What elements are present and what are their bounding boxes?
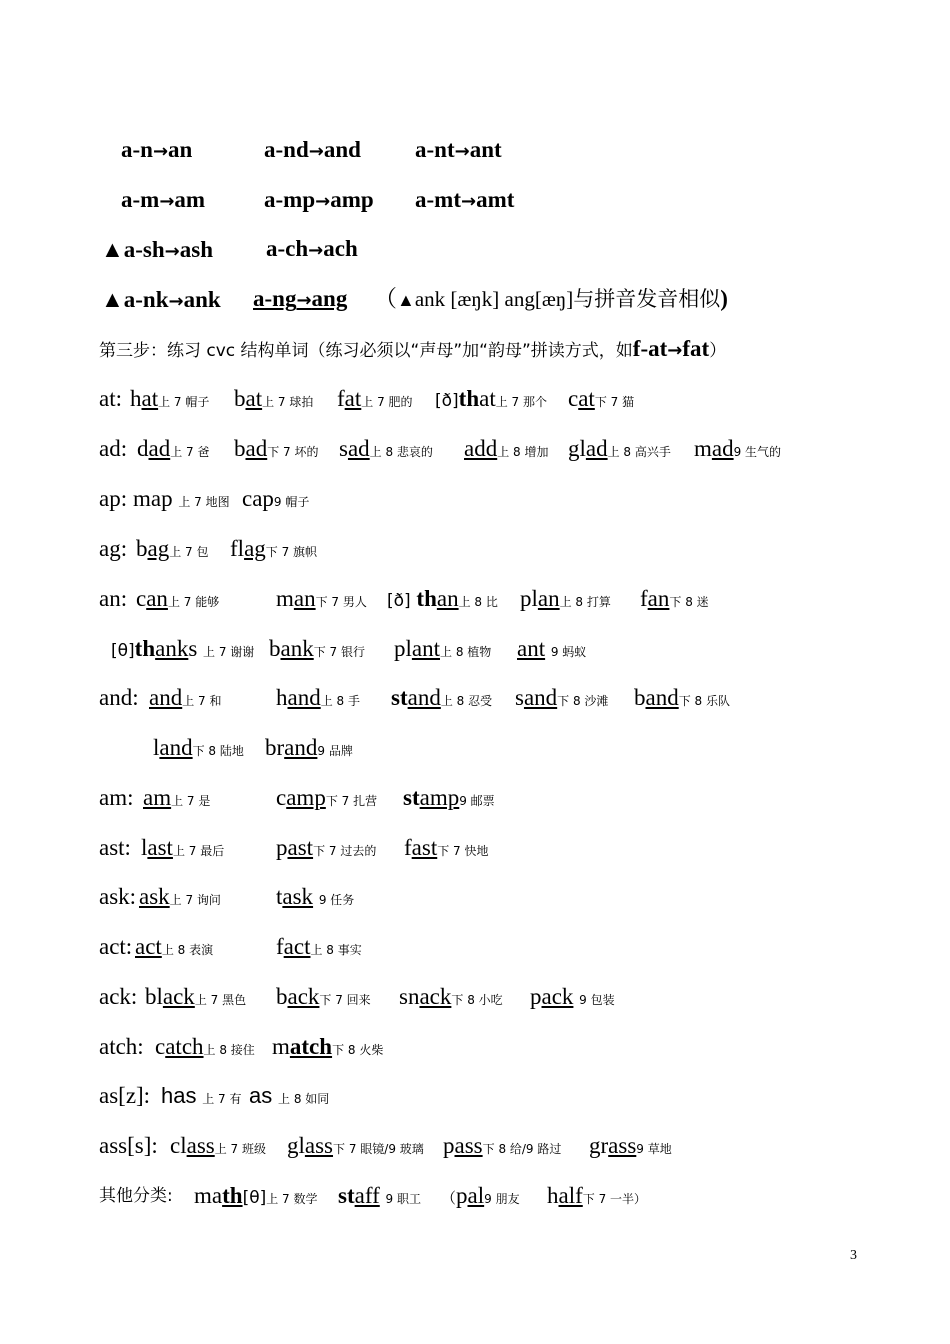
word-gloss: 下 7 坏的 [267, 445, 319, 459]
word-rime: ass [454, 1133, 483, 1158]
word-gloss: 下 7 一半 [582, 1192, 635, 1206]
ipa-symbol: [θ] [111, 641, 135, 661]
word-gloss: 上 7 包 [169, 545, 209, 559]
word-rime: ad [347, 436, 370, 461]
word-gloss: 9 草地 [636, 1142, 672, 1156]
line-label: atch: [99, 1034, 144, 1059]
word-rime: ast [287, 835, 314, 860]
word-rime: ack [419, 984, 452, 1009]
word-rime: ant [411, 636, 440, 661]
word-onset: p [456, 1183, 468, 1208]
line-label: ack: [99, 984, 138, 1009]
word-rime: ad [585, 436, 608, 461]
paren-close: ) [720, 286, 728, 311]
word-rime: ass [304, 1133, 334, 1158]
word-rime: ad [245, 436, 268, 461]
word-rime: and [407, 685, 441, 710]
word-rime: ass [608, 1133, 637, 1158]
word-rime: an [537, 586, 560, 611]
word-rime: ask [282, 884, 314, 909]
word-onset: l [153, 735, 160, 760]
arrow-icon: → [164, 241, 180, 262]
line-label: ag: [99, 536, 128, 561]
rule-result: am [174, 187, 206, 212]
word-rime: at [578, 386, 595, 411]
word-rime: ank [280, 636, 314, 661]
word-rime: ag [147, 536, 170, 561]
word-gloss: 9 朋友 [484, 1192, 520, 1206]
word-gloss: 上 8 忍受 [440, 694, 493, 708]
word-rime: ask [139, 884, 170, 909]
word-onset: c [155, 1034, 166, 1059]
word-gloss: 上 8 接住 [203, 1043, 255, 1057]
word-onset: s [515, 685, 524, 710]
word-gloss: 上 7 那个 [495, 395, 547, 409]
word-rime: at [141, 386, 159, 411]
word-onset: t [276, 884, 283, 909]
word-rime: ag [244, 536, 266, 561]
arrow-icon: → [308, 240, 324, 261]
word-rime: and [645, 685, 679, 710]
word-onset: m [272, 1034, 290, 1059]
rule-source: a-m [121, 187, 160, 212]
word-onset: th [134, 636, 156, 661]
line-label: ass[s]: [99, 1133, 158, 1158]
line-label: ap: [99, 486, 128, 511]
line-label: at: [99, 386, 122, 411]
word-rime: and [159, 735, 193, 760]
arrow-icon: → [168, 291, 184, 312]
word-onset: h [276, 685, 288, 710]
word-onset: f [337, 386, 345, 411]
word-gloss: 上 8 如同 [278, 1092, 330, 1106]
word-rime: atch [289, 1034, 333, 1059]
word-gloss: 上 7 球拍 [262, 395, 314, 409]
rule-result: ank [183, 287, 221, 312]
word-rime: am [143, 785, 172, 810]
word-onset: m [694, 436, 712, 461]
word-onset: c [276, 785, 287, 810]
word-gloss: 上 7 班级 [214, 1142, 266, 1156]
rule-result: ash [179, 237, 214, 262]
word-gloss: 上 7 是 [171, 794, 211, 808]
word-gloss: 上 7 最后 [172, 844, 225, 858]
word-gloss: 上 7 数学 [266, 1192, 318, 1206]
word-onset: b [634, 685, 646, 710]
word-rime: an [436, 586, 459, 611]
word-onset: p [530, 984, 542, 1009]
word-gloss: 上 7 有 [202, 1092, 242, 1106]
word-onset: gl [568, 436, 586, 461]
word-onset: c [136, 586, 147, 611]
word-onset: h [130, 386, 142, 411]
rule-result: ang [311, 286, 348, 311]
page-number: 3 [850, 1248, 857, 1263]
word-rime: an [146, 586, 168, 611]
word-onset: th [458, 386, 480, 411]
word-onset: b [136, 536, 148, 561]
word-rime: at [479, 386, 496, 411]
word-onset: pl [520, 586, 538, 611]
word-onset: f [404, 835, 412, 860]
line-label: an: [99, 586, 128, 611]
word-rime: amp [419, 785, 460, 810]
word-gloss: 上 7 肥的 [361, 395, 413, 409]
word-rime: amp [286, 785, 326, 810]
rule-source: a-nk [123, 287, 169, 312]
word-gloss: 上 8 比 [458, 595, 498, 609]
word-gloss: 9 生气的 [733, 445, 782, 459]
word-gloss: 上 8 植物 [440, 645, 492, 659]
word-onset: m [276, 586, 294, 611]
rule-source: a-sh [123, 237, 165, 262]
word-gloss: 上 8 事实 [310, 943, 362, 957]
paren-close: ） [709, 341, 727, 361]
word-onset: b [234, 386, 246, 411]
arrow-icon: → [454, 141, 470, 162]
word-gloss: 下 8 乐队 [678, 694, 730, 708]
word-onset: f [276, 934, 284, 959]
word-gloss: 下 7 男人 [315, 595, 367, 609]
word-onset: c [568, 386, 579, 411]
word-gloss: 9 任务 [318, 893, 355, 907]
word-onset: st [391, 685, 408, 710]
example-result: fat [682, 336, 710, 361]
ipa-symbol: [ð] [387, 591, 411, 611]
word-rime: at [344, 386, 362, 411]
word-rime: al [467, 1183, 485, 1208]
line-label: ast: [99, 835, 131, 860]
word-gloss: 下 7 猫 [594, 395, 635, 409]
arrow-icon: → [308, 141, 324, 162]
word-gloss: 下 7 快地 [437, 844, 489, 858]
word-onset: st [403, 785, 420, 810]
word-gloss: 9 职工 [385, 1192, 421, 1206]
word-gloss: 上 8 手 [320, 694, 360, 708]
arrow-icon: → [159, 191, 175, 212]
line-label: 其他分类: [99, 1186, 173, 1206]
rule-result: ach [323, 236, 358, 261]
word-onset: b [269, 636, 281, 661]
word-gloss: 9 蚂蚁 [550, 645, 587, 659]
rule-result: ant [469, 137, 502, 162]
word-gloss: 下 7 银行 [313, 645, 365, 659]
rule-source: a-nt [415, 137, 455, 162]
word-gloss: 上 7 能够 [167, 595, 220, 609]
word: map [133, 486, 173, 511]
word-gloss: 下 8 迷 [669, 595, 709, 609]
word-gloss: 上 8 悲哀的 [369, 445, 433, 459]
rule-source: a-ch [266, 236, 309, 261]
word: cap [242, 486, 274, 511]
example-source: f-at [632, 336, 668, 361]
word-gloss: 9 包装 [579, 993, 615, 1007]
word-rime: ack [287, 984, 320, 1009]
word-gloss: 下 7 回来 [319, 993, 371, 1007]
word-gloss: 上 7 帽子 [158, 395, 210, 409]
word-onset: sn [399, 984, 420, 1009]
word-suffix: s [188, 636, 198, 661]
word-gloss: 上 8 表演 [161, 943, 214, 957]
rule-result: an [168, 137, 193, 162]
word-onset: gr [589, 1133, 609, 1158]
word-onset: br [265, 735, 285, 760]
word-gloss: 下 8 给/9 路过 [482, 1142, 562, 1156]
word-onset: pl [394, 636, 412, 661]
word-gloss: 下 8 陆地 [192, 744, 244, 758]
ipa-symbol: [ð] [435, 391, 459, 411]
ipa-symbol: [θ] [242, 1188, 267, 1208]
word-rime: act [135, 934, 162, 959]
word-rime: alf [558, 1183, 583, 1208]
word-gloss: 下 7 过去的 [313, 844, 377, 858]
word-rime: act [283, 934, 311, 959]
triangle-icon: ▲ [101, 286, 124, 312]
word-gloss: 上 7 黑色 [194, 993, 247, 1007]
rule-result: and [323, 137, 361, 162]
rule-result: amp [330, 187, 374, 212]
word-gloss: 下 7 扎营 [325, 794, 378, 808]
word-onset: p [276, 835, 288, 860]
word-rime: ast [411, 835, 438, 860]
word-gloss: 下 8 小吃 [451, 993, 503, 1007]
word-onset: s [339, 436, 348, 461]
word-rime: aff [354, 1183, 380, 1208]
pronunciation-note: ank [æŋk] ang[æŋ]与拼音发音相似 [414, 287, 721, 311]
arrow-icon: → [152, 141, 169, 162]
paren-open: （ [374, 286, 397, 311]
word-onset: th [416, 586, 437, 611]
word-gloss: 上 8 高兴手 [607, 445, 671, 459]
word-gloss: 下 7 眼镜/9 玻璃 [333, 1142, 424, 1156]
word-gloss: 上 8 增加 [497, 445, 549, 459]
word-onset: b [276, 984, 288, 1009]
word-onset: cl [170, 1133, 187, 1158]
word-onset: bl [145, 984, 163, 1009]
word-onset: ma [194, 1183, 223, 1208]
word-rime: an [647, 586, 670, 611]
rule-source: a-mp [264, 187, 316, 212]
word-gloss: 上 7 询问 [169, 893, 221, 907]
line-label: act: [99, 934, 133, 959]
word-rime: add [464, 436, 498, 461]
word-gloss: 上 8 打算 [559, 595, 611, 609]
line-label: ad: [99, 436, 128, 461]
word-rime: ast [147, 835, 173, 860]
triangle-icon: ▲ [397, 290, 415, 310]
word-gloss: 下 8 火柴 [332, 1043, 384, 1057]
arrow-icon: → [296, 290, 312, 311]
word-gloss: 9 帽子 [273, 495, 310, 509]
word-rime: ad [711, 436, 734, 461]
rule-source: a-ng [253, 286, 297, 311]
word-gloss: 下 8 沙滩 [557, 694, 609, 708]
line-label: as[z]: [99, 1083, 151, 1108]
word-onset: st [338, 1183, 355, 1208]
word-rime: atch [165, 1034, 204, 1059]
word-rime: ank [155, 636, 189, 661]
word-rime: th [222, 1183, 243, 1208]
word-rime: and [287, 685, 321, 710]
arrow-icon: → [667, 340, 683, 361]
word-rime: and [523, 685, 558, 710]
rule-result: amt [476, 187, 515, 212]
arrow-icon: → [460, 191, 477, 212]
rule-source: a-mt [415, 187, 461, 212]
word-rime: ad [148, 436, 171, 461]
word-onset: fl [230, 536, 245, 561]
paren-close: ） [634, 1192, 647, 1206]
word-gloss: 上 7 和 [182, 694, 222, 708]
paren-open: （ [441, 1189, 457, 1207]
word: has [161, 1083, 197, 1108]
word-rime: ack [541, 984, 574, 1009]
rule-source: a-n [121, 137, 153, 162]
word-gloss: 上 7 爸 [170, 445, 210, 459]
triangle-icon: ▲ [101, 236, 124, 262]
line-label: and: [99, 685, 139, 710]
word-rime: at [245, 386, 263, 411]
line-label: ask: [99, 884, 137, 909]
word-onset: p [443, 1133, 455, 1158]
word-rime: and [284, 735, 318, 760]
word-rime: an [293, 586, 316, 611]
word-rime: and [149, 685, 183, 710]
word-onset: h [547, 1183, 559, 1208]
word-rime: ant [517, 636, 546, 661]
word-gloss: 9 邮票 [459, 794, 495, 808]
step-text: 第三步：练习 cvc 结构单词（练习必须以“声母”加“韵母”拼读方式，如 [99, 341, 633, 361]
word-rime: ack [162, 984, 195, 1009]
word-onset: d [137, 436, 149, 461]
word-onset: f [640, 586, 648, 611]
word-onset: gl [287, 1133, 305, 1158]
rule-source: a-nd [264, 137, 309, 162]
word-onset: b [234, 436, 246, 461]
word-onset: l [141, 835, 148, 860]
line-label: am: [99, 785, 134, 810]
word-gloss: 下 7 旗帜 [265, 545, 318, 559]
word: as [249, 1083, 273, 1108]
word-gloss: 9 品牌 [317, 744, 353, 758]
word-rime: ass [186, 1133, 215, 1158]
arrow-icon: → [315, 191, 331, 212]
word-gloss: 上 7 谢谢 [203, 645, 255, 659]
word-gloss: 上 7 地图 [178, 495, 230, 509]
